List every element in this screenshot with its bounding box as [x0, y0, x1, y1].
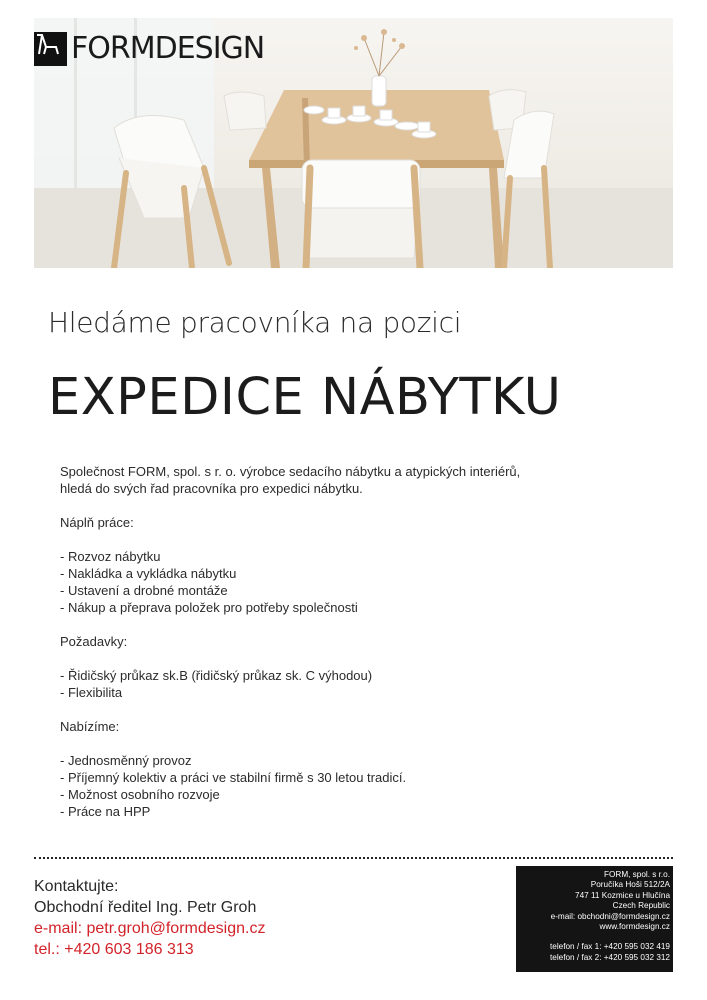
- company-line: FORM, spol. s r.o.: [604, 870, 670, 879]
- company-line: Poručíka Hoši 512/2A: [590, 880, 670, 890]
- list-item: - Práce na HPP: [60, 804, 151, 819]
- contact-block: [34, 876, 265, 960]
- logo-text: FORMDESIGN: [71, 31, 265, 66]
- section-heading-nabizime: Nabízíme:: [60, 719, 120, 734]
- contact-label: Kontaktujte:: [34, 878, 119, 895]
- contact-email-link[interactable]: e-mail: petr.groh@formdesign.cz: [34, 920, 266, 937]
- list-item: - Flexibilita: [60, 685, 123, 700]
- chair-logo-icon: [34, 32, 67, 66]
- list-item: - Rozvoz nábytku: [60, 549, 161, 564]
- company-line: Czech Republic: [612, 901, 670, 911]
- headline-title: EXPEDICE NÁBYTKU: [48, 368, 562, 427]
- company-email-link[interactable]: e-mail: obchodni@formdesign.cz: [550, 911, 670, 921]
- company-phone-1: telefon / fax 1: +420 595 032 419: [550, 942, 670, 952]
- section-heading-napln: Náplň práce:: [60, 515, 134, 530]
- list-item: - Nakládka a vykládka nábytku: [60, 566, 237, 581]
- job-description: [60, 463, 620, 820]
- contact-phone-link[interactable]: tel.: +420 603 186 313: [34, 941, 194, 958]
- company-phone-2: telefon / fax 2: +420 595 032 312: [550, 952, 670, 962]
- company-website-link[interactable]: www.formdesign.cz: [599, 922, 670, 932]
- company-address-box: [516, 866, 673, 972]
- list-item: - Nákup a přeprava položek pro potřeby společnosti: [60, 600, 358, 615]
- list-item: - Možnost osobního rozvoje: [60, 787, 220, 802]
- company-line: 747 11 Kozmice u Hlučína: [575, 890, 670, 900]
- headline-subtitle: Hledáme pracovníka na pozici: [48, 306, 462, 339]
- list-item: - Jednosměnný provoz: [60, 753, 192, 768]
- intro-line: Společnost FORM, spol. s r. o. výrobce sedacího nábytku a atypických interiérů,: [60, 464, 521, 479]
- intro-line: hledá do svých řad pracovníka pro expedici nábytku.: [60, 481, 363, 496]
- hero-image: [34, 18, 673, 268]
- section-heading-pozadavky: Požadavky:: [60, 634, 128, 649]
- dotted-divider: [34, 857, 673, 859]
- brand-logo: [34, 32, 264, 66]
- contact-person: Obchodní ředitel Ing. Petr Groh: [34, 899, 257, 916]
- list-item: - Ustavení a drobné montáže: [60, 583, 228, 598]
- list-item: - Řidičský průkaz sk.B (řidičský průkaz sk. C výhodou): [60, 668, 373, 683]
- list-item: - Příjemný kolektiv a práci ve stabilní firmě s 30 letou tradicí.: [60, 770, 407, 785]
